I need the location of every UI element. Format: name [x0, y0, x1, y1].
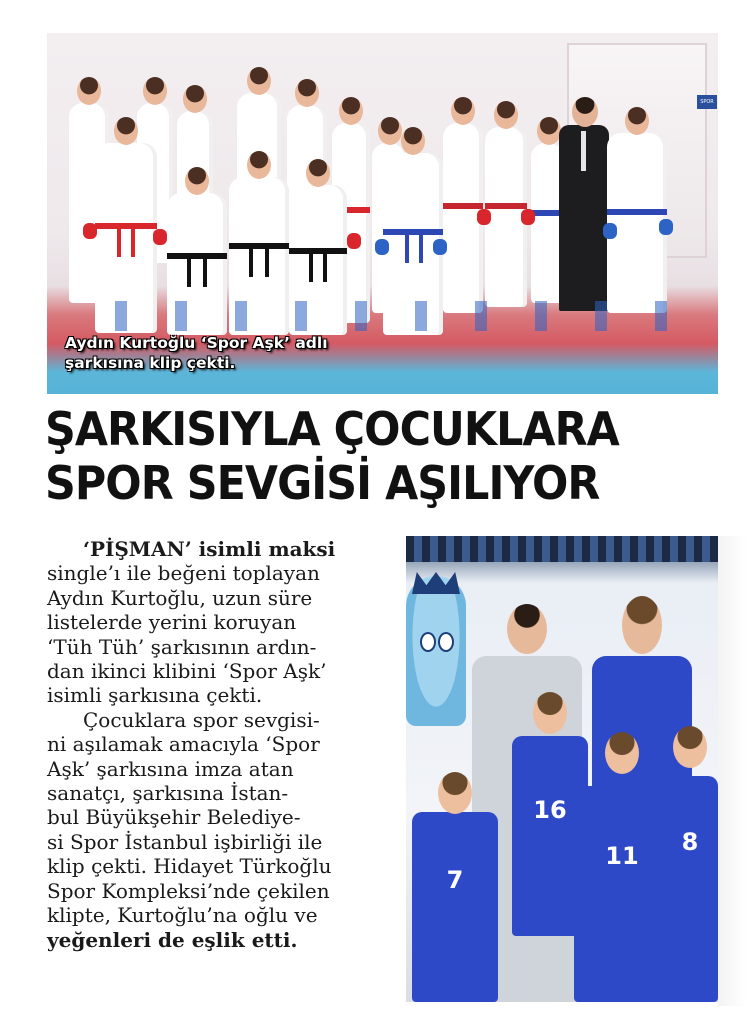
article-line: isimli şarkısına çekti.: [47, 683, 263, 708]
karate-group-photo: [47, 33, 718, 394]
article-body: [47, 537, 397, 952]
basketball-team-photo: [406, 536, 718, 1002]
article-line: bul Büyükşehir Belediye-: [47, 805, 301, 830]
page-edge: [718, 536, 747, 1006]
article-headline: [45, 402, 677, 510]
jersey-number: 7: [446, 866, 464, 894]
article-line: dan ikinci klibini ‘Spor Aşk’: [47, 659, 327, 684]
article-line: Aydın Kurtoğlu, uzun süre: [47, 585, 313, 610]
spor-istanbul-sign: SPOR: [697, 95, 717, 109]
article-line: yeğenleri de eşlik etti.: [47, 927, 298, 952]
article-line: ‘PİŞMAN’ isimli maksi: [83, 537, 336, 561]
article-line: Spor Kompleksi’nde çekilen: [47, 878, 330, 903]
article-line: si Spor İstanbul işbirliği ile: [47, 829, 323, 854]
article-line: Çocuklara spor sevgisi-: [83, 707, 320, 732]
photo-caption-line-1: Aydın Kurtoğlu ‘Spor Aşk’ adlı: [65, 334, 328, 352]
article-line: klipte, Kurtoğlu’na oğlu ve: [47, 903, 318, 928]
jersey-number: 8: [681, 828, 699, 856]
adult-man: [559, 125, 609, 311]
player-jersey: [662, 776, 718, 1002]
article-line: Aşk’ şarkısına imza atan: [47, 756, 294, 781]
player-jersey: [574, 786, 670, 1002]
player-jersey: [412, 812, 498, 1002]
article-line: klip çekti. Hidayet Türkoğlu: [47, 854, 332, 879]
jersey-number: 11: [605, 842, 639, 870]
mascot: [406, 576, 466, 726]
article-line: ni aşılamak amacıyla ‘Spor: [47, 732, 320, 757]
ceiling-truss: [406, 536, 718, 562]
article-line: sanatçı, şarkısına İstan-: [47, 781, 289, 806]
article-line: ‘Tüh Tüh’ şarkısının ardın-: [47, 634, 317, 659]
headline-line-1: ŞARKISIYLA ÇOCUKLARA: [45, 402, 619, 456]
article-line: single’ı ile beğeni toplayan: [47, 561, 320, 586]
jersey-number: 16: [533, 796, 567, 824]
article-line: listelerde yerini koruyan: [47, 610, 297, 635]
headline-line-2: SPOR SEVGİSİ AŞILIYOR: [45, 456, 600, 510]
photo-caption: [65, 333, 328, 373]
photo-caption-line-2: şarkısına klip çekti.: [65, 354, 236, 372]
